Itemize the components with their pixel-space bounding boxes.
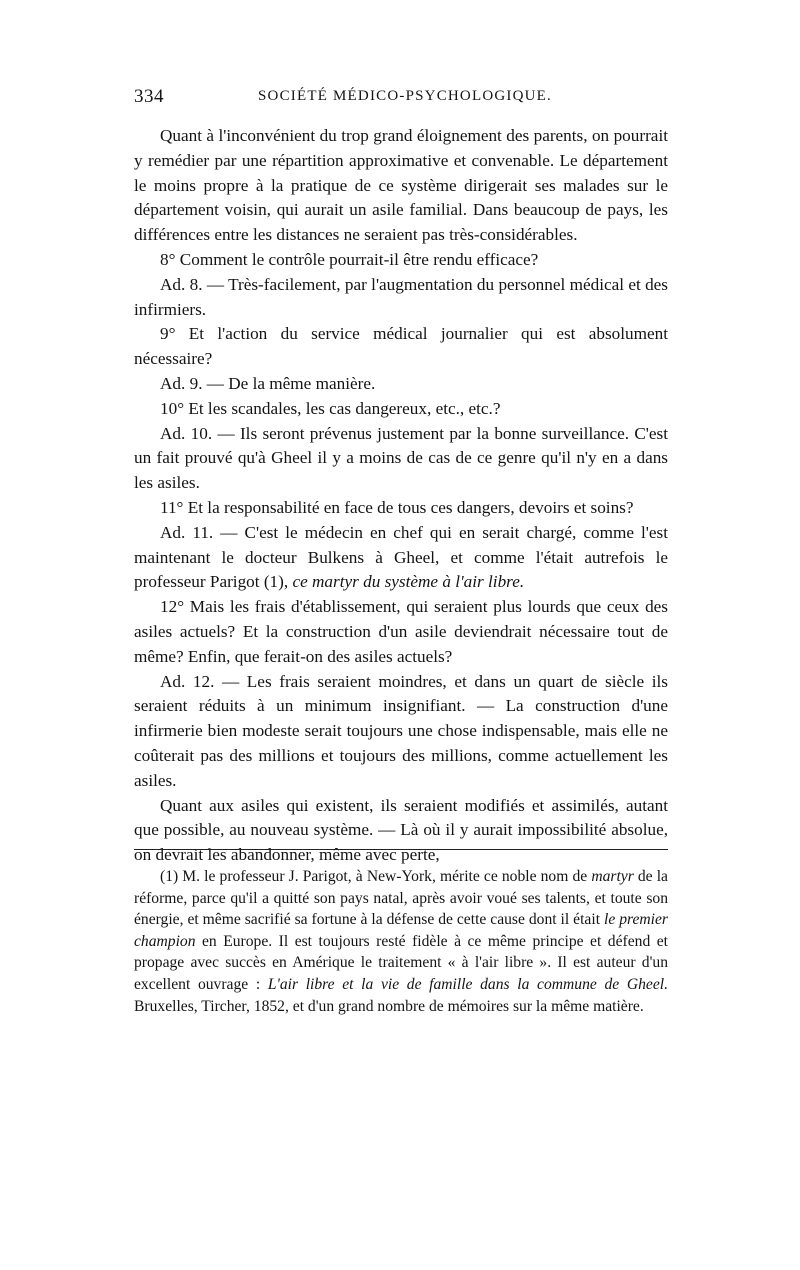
footnote	[134, 866, 668, 1017]
answer-12	[134, 670, 668, 794]
answer-8	[134, 273, 668, 323]
paragraph-text: Quant à l'inconvénient du trop grand éloignement des parents, on pourrait y remédier par une répartition approximative et convenable. Le département le moins propre à la pratique de ce système dirigerait ses malades sur le département voisin, qui aurait un asile familial. Dans beaucoup de pays, les différences entre les distances ne seraient pas très-considérables.	[134, 126, 668, 245]
body-text	[134, 124, 668, 868]
paragraph-text: Ad. 12. — Les frais seraient moindres, et dans un quart de siècle ils seraient réduits à un minimum insignifiant. — La construction d'une infirmerie bien modeste serait toujours une chose indispensable, mais elle ne coûterait pas des millions et toujours des millions, comme actuellement les asiles.	[134, 671, 668, 790]
page-header	[134, 86, 668, 116]
paragraph-text: 8° Comment le contrôle pourrait-il être rendu efficace?	[160, 249, 539, 269]
paragraph-text: 12° Mais les frais d'établissement, qui seraient plus lourds que ceux des asiles actuels? Et la construction d'un asile deviendrait nécessaire tout de même? Enfin, que ferait-on des asiles actuels?	[134, 597, 668, 666]
question-12	[134, 595, 668, 669]
paragraph-text: Ad. 11. — C'est le médecin en chef qui en serait chargé, comme l'est maintenant le docteur Bulkens à Gheel, et comme l'était autrefois le professeur Parigot (1),	[134, 522, 668, 592]
paragraph-italic: ce martyr du système à l'air libre.	[292, 572, 525, 592]
footnote-text: (1) M. le professeur J. Parigot, à New-York, mérite ce noble nom de	[160, 868, 592, 885]
footnote-italic: L'air libre et la vie de famille dans la commune de Gheel.	[267, 975, 668, 993]
question-8	[134, 248, 668, 273]
paragraph	[134, 124, 668, 248]
footnote-italic: le premier champion	[134, 911, 668, 950]
footnote-rule	[134, 849, 668, 850]
footnote-text: de la réforme, parce qu'il a quitté son pays natal, après avoir voué ses talents, et toute son énergie, et même sacrifié sa fortune à la défense de cette cause dont il était	[134, 868, 668, 929]
paragraph-text: Ad. 9. — De la même manière.	[160, 373, 376, 393]
answer-10	[134, 422, 668, 496]
paragraph-text: Ad. 10. — Ils seront prévenus justement par la bonne surveillance. C'est un fait prouvé qu'à Gheel il y a moins de cas de ce genre qu'il n'y en a dans les asiles.	[134, 423, 668, 493]
paragraph	[134, 794, 668, 868]
running-head: SOCIÉTÉ MÉDICO-PSYCHOLOGIQUE.	[258, 88, 552, 104]
paragraph-text: 10° Et les scandales, les cas dangereux, etc., etc.?	[160, 398, 501, 418]
footnote-text: Bruxelles, Tircher, 1852, et d'un grand nombre de mémoires sur la même matière.	[134, 997, 644, 1015]
paragraph-text: 11° Et la responsabilité en face de tous ces dangers, devoirs et soins?	[160, 497, 634, 517]
paragraph-text: Quant aux asiles qui existent, ils seraient modifiés et assimilés, autant que possible, au nouveau système. — Là où il y aurait impossibilité absolue, on devrait les abandonner, même avec perte,	[134, 795, 668, 865]
answer-9	[134, 372, 668, 397]
question-11	[134, 496, 668, 521]
paragraph-text: 9° Et l'action du service médical journalier qui est absolument nécessaire?	[134, 324, 668, 369]
question-10	[134, 397, 668, 422]
footnote-italic: martyr	[591, 868, 634, 885]
footnote-text: en Europe. Il est toujours resté fidèle à ce même principe et défend et propage avec succès en Amérique le traitement « à l'air libre ». Il est auteur d'un excellent ouvrage :	[134, 932, 668, 993]
answer-11	[134, 521, 668, 595]
paragraph-text: Ad. 8. — Très-facilement, par l'augmentation du personnel médical et des infirmiers.	[134, 274, 668, 319]
page-number: 334	[134, 86, 164, 107]
question-9	[134, 322, 668, 372]
